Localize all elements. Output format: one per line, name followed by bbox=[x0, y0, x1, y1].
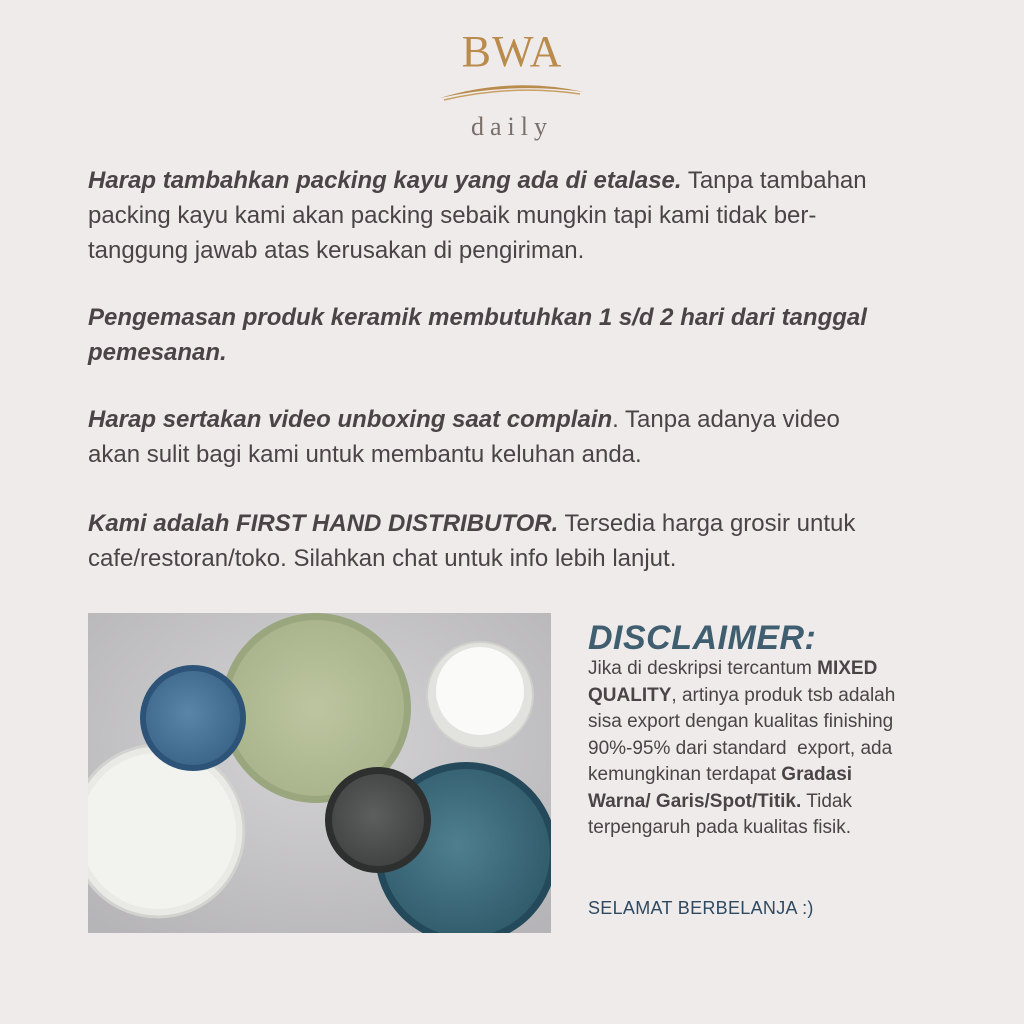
packing-notice-text: Tanpa tambahan bbox=[687, 167, 867, 194]
packing-notice-line-3: tanggung jawab atas kerusakan di pengiriman. bbox=[88, 237, 585, 264]
disclaimer-bold: MIXED bbox=[817, 658, 878, 679]
brand-logo bbox=[430, 24, 594, 141]
unboxing-notice bbox=[88, 402, 938, 472]
product-photo bbox=[88, 613, 551, 933]
packing-notice-line-1 bbox=[88, 163, 938, 198]
unboxing-notice-line-1 bbox=[88, 402, 938, 437]
disclaimer-line: terpengaruh pada kualitas fisik. bbox=[588, 817, 851, 838]
logo-brand-text: BWA bbox=[461, 27, 563, 76]
closing-message: SELAMAT BERBELANJA :) bbox=[588, 898, 814, 918]
disclaimer-line bbox=[588, 683, 988, 710]
unboxing-notice-bold: Harap sertakan video unboxing saat complain bbox=[88, 406, 613, 433]
disclaimer-line bbox=[588, 789, 988, 816]
disclaimer-bold: Gradasi bbox=[781, 764, 853, 785]
logo-swoosh-icon bbox=[438, 80, 586, 102]
disclaimer bbox=[588, 618, 988, 842]
distributor-notice-line-1 bbox=[88, 506, 938, 541]
disclaimer-line bbox=[588, 762, 988, 789]
distributor-notice bbox=[88, 506, 938, 576]
distributor-notice-line-2: cafe/restoran/toko. Silahkan chat untuk info lebih lanjut. bbox=[88, 545, 677, 572]
ceramic-plates-image bbox=[88, 613, 551, 933]
disclaimer-line bbox=[588, 656, 988, 683]
distributor-notice-bold: Kami adalah FIRST HAND DISTRIBUTOR. bbox=[88, 510, 559, 537]
processing-notice bbox=[88, 300, 938, 370]
disclaimer-title: DISCLAIMER: bbox=[588, 619, 817, 657]
disclaimer-bold: Warna/ Garis/Spot/Titik. bbox=[588, 790, 802, 812]
disclaimer-text: kemungkinan terdapat bbox=[588, 764, 782, 785]
disclaimer-body bbox=[588, 656, 988, 842]
processing-notice-line-1: Pengemasan produk keramik membutuhkan 1 s/d 2 hari dari tanggal bbox=[88, 304, 867, 331]
packing-notice-line-2: packing kayu kami akan packing sebaik mungkin tapi kami tidak ber- bbox=[88, 202, 817, 229]
logo-sub-text: daily bbox=[471, 112, 553, 141]
processing-notice-line-2: pemesanan. bbox=[88, 339, 227, 366]
disclaimer-text: Tidak bbox=[801, 790, 852, 812]
disclaimer-line: sisa export dengan kualitas finishing bbox=[588, 711, 894, 732]
unboxing-notice-line-2: akan sulit bagi kami untuk membantu keluhan anda. bbox=[88, 441, 642, 468]
disclaimer-text: Jika di deskripsi tercantum bbox=[588, 658, 818, 679]
packing-notice bbox=[88, 163, 938, 268]
disclaimer-text: , artinya produk tsb adalah bbox=[671, 684, 896, 706]
distributor-notice-text: Tersedia harga grosir untuk bbox=[564, 510, 856, 537]
disclaimer-bold: QUALITY bbox=[588, 684, 672, 706]
unboxing-notice-text: . Tanpa adanya video bbox=[612, 406, 840, 433]
packing-notice-bold: Harap tambahkan packing kayu yang ada di etalase. bbox=[88, 167, 682, 194]
disclaimer-line: 90%-95% dari standard export, ada bbox=[588, 737, 893, 759]
